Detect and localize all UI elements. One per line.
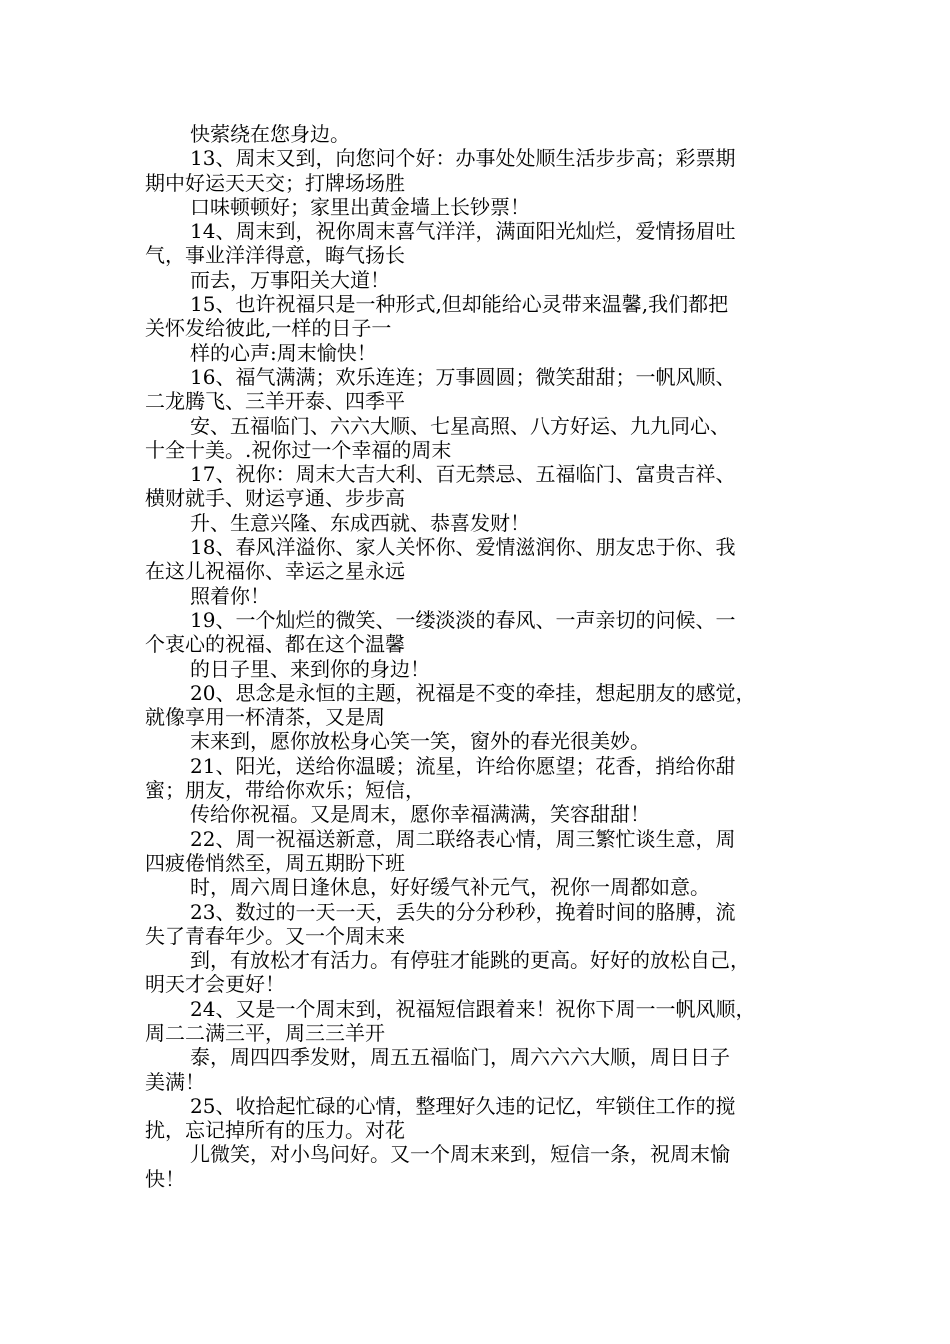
text-line: 15、也许祝福只是一种形式,但却能给心灵带来温馨,我们都把 xyxy=(190,292,729,317)
text-line: 14、周末到，祝你周末喜气洋洋，满面阳光灿烂，爱情扬眉吐 xyxy=(190,219,736,244)
text-line: 在这儿祝福你、幸运之星永远 xyxy=(145,559,405,584)
text-line: 明天才会更好！ xyxy=(145,972,285,997)
text-line: 个衷心的祝福、都在这个温馨 xyxy=(145,632,405,657)
text-line: 样的心声:周末愉快！ xyxy=(190,340,377,365)
text-line: 20、思念是永恒的主题，祝福是不变的牵挂，想起朋友的感觉， xyxy=(190,680,756,705)
text-line: 22、周一祝福送新意，周二联络表心情，周三繁忙谈生意，周 xyxy=(190,826,736,851)
text-line: 21、阳光，送给你温暖；流星，许给你愿望；花香，捎给你甜 xyxy=(190,753,736,778)
text-line: 安、五福临门、六六大顺、七星高照、八方好运、九九同心、 xyxy=(190,413,730,438)
text-line: 快萦绕在您身边。 xyxy=(190,122,350,146)
text-line: 传给你祝福。又是周末，愿你幸福满满，笑容甜甜！ xyxy=(190,802,650,827)
text-line: 蜜；朋友，带给你欢乐；短信， xyxy=(145,778,425,803)
text-line: 到，有放松才有活力。有停驻才能跳的更高。好好的放松自己， xyxy=(190,948,750,973)
text-line: 期中好运天天交；打牌场场胜 xyxy=(145,170,405,195)
text-line: 儿微笑，对小鸟问好。又一个周末来到，短信一条，祝周末愉 xyxy=(190,1142,730,1167)
text-line: 口味顿顿好；家里出黄金墙上长钞票！ xyxy=(190,194,530,219)
text-line: 17、祝你：周末大吉大利、百无禁忌、五福临门、富贵吉祥、 xyxy=(190,462,736,487)
text-line: 四疲倦悄然至，周五期盼下班 xyxy=(145,850,405,875)
text-line: 照着你！ xyxy=(190,583,270,608)
text-line: 13、周末又到，向您问个好：办事处处顺生活步步高；彩票期 xyxy=(190,146,736,171)
text-line: 泰，周四四季发财，周五五福临门，周六六六大顺，周日日子 xyxy=(190,1045,730,1070)
text-line: 16、福气满满；欢乐连连；万事圆圆；微笑甜甜；一帆风顺、 xyxy=(190,364,736,389)
text-line: 25、收拾起忙碌的心情，整理好久违的记忆，牢锁住工作的搅 xyxy=(190,1093,736,1118)
text-line: 24、又是一个周末到，祝福短信跟着来！祝你下周一一帆风顺， xyxy=(190,996,756,1021)
text-line: 23、数过的一天一天，丢失的分分秒秒，挽着时间的胳膊，流 xyxy=(190,899,736,924)
text-line: 失了青春年少。又一个周末来 xyxy=(145,923,405,948)
text-line: 周二二满三平，周三三羊开 xyxy=(145,1020,385,1045)
text-line: 时，周六周日逢休息，好好缓气补元气，祝你一周都如意。 xyxy=(190,875,710,900)
text-line: 的日子里、来到你的身边！ xyxy=(190,656,430,681)
text-line: 气，事业洋洋得意，晦气扬长 xyxy=(145,243,405,268)
text-line: 末来到，愿你放松身心笑一笑，窗外的春光很美妙。 xyxy=(190,729,650,754)
text-line: 而去，万事阳关大道！ xyxy=(190,267,390,292)
text-line: 美满！ xyxy=(145,1069,205,1094)
text-line: 扰，忘记掉所有的压力。对花 xyxy=(145,1118,405,1143)
document-body xyxy=(145,122,825,1191)
text-line: 升、生意兴隆、东成西就、恭喜发财！ xyxy=(190,510,530,535)
text-line: 19、一个灿烂的微笑、一缕淡淡的春风、一声亲切的问候、一 xyxy=(190,607,736,632)
text-line: 关怀发给彼此,一样的日子一 xyxy=(145,316,392,341)
text-line: 横财就手、财运亨通、步步高 xyxy=(145,486,405,511)
text-line: 就像享用一杯清茶，又是周 xyxy=(145,705,385,730)
text-line: 18、春风洋溢你、家人关怀你、爱情滋润你、朋友忠于你、我 xyxy=(190,535,736,560)
text-line: 二龙腾飞、三羊开泰、四季平 xyxy=(145,389,405,414)
text-line: 快！ xyxy=(145,1166,185,1191)
text-line: 十全十美。.祝你过一个幸福的周末 xyxy=(145,437,452,462)
